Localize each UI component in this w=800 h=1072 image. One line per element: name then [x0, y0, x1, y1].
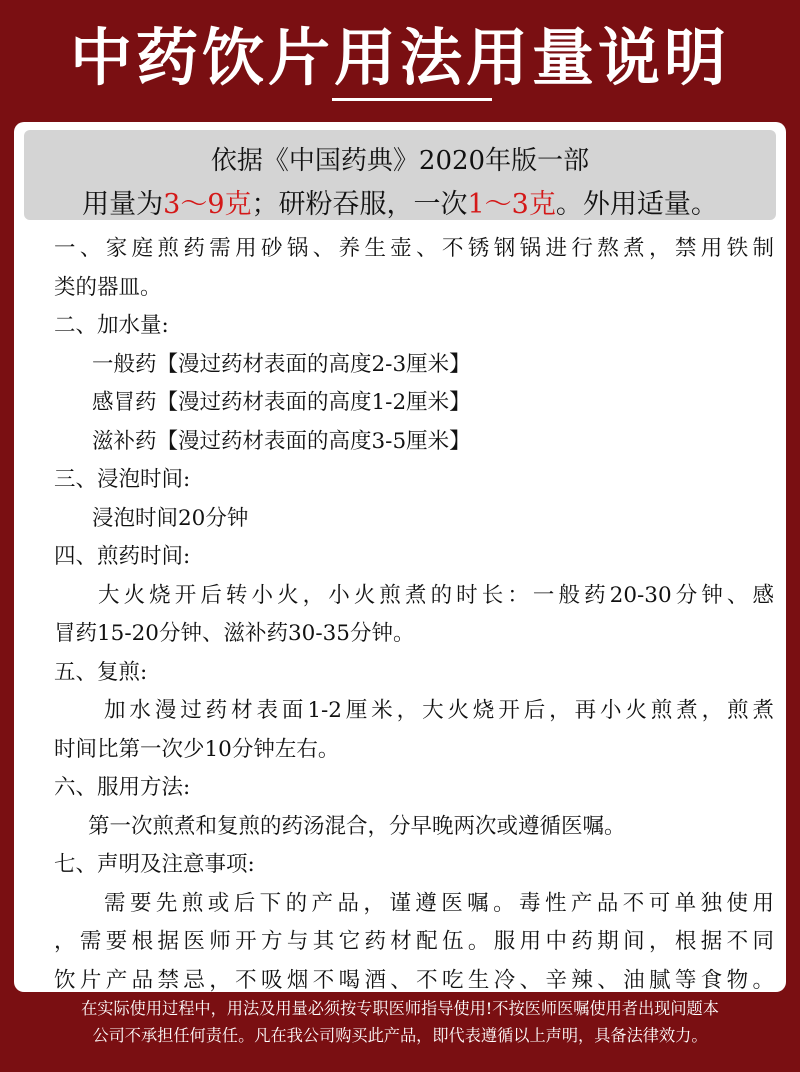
section-7-line-3: 饮片产品禁忌，不吸烟不喝酒、不吃生冷、辛辣、油腻等食物。: [54, 967, 774, 993]
title-underline: [332, 98, 492, 101]
section-5-line-2: 时间比第一次少10分钟左右。: [54, 736, 340, 762]
section-2-heading: 二、加水量:: [54, 313, 169, 338]
section-4-line-1: 大火烧开后转小火，小火煎煮的时长：一般药20-30分钟、感: [98, 582, 774, 608]
soak-time: 浸泡时间20分钟: [92, 505, 249, 531]
dosage-amount: 3～9克: [163, 189, 252, 220]
dosage-amount-powder: 1～3克: [467, 189, 556, 220]
section-1-line-1: 一、家庭煎药需用砂锅、养生壶、不锈钢锅进行熬煮，禁用铁制: [54, 236, 774, 261]
dosage-mid: ；研粉吞服，一次: [251, 189, 468, 220]
instructions-panel: [14, 122, 786, 992]
page-title: 中药饮片用法用量说明: [69, 21, 730, 94]
section-1-line-2: 类的器皿。: [54, 274, 162, 300]
section-7-heading: 七、声明及注意事项:: [54, 852, 255, 877]
section-3-heading: 三、浸泡时间:: [54, 467, 191, 492]
section-4-line-2: 冒药15-20分钟、滋补药30-35分钟。: [54, 621, 415, 646]
dosage-suffix: 。外用适量。: [555, 189, 718, 220]
section-7-line-1: 需要先煎或后下的产品，谨遵医嘱。毒性产品不可单独使用: [104, 890, 774, 916]
legal-disclaimer: [14, 995, 786, 1049]
basis-reference: 依据《中国药典》2020年版一部: [210, 146, 590, 176]
section-6-text: 第一次煎煮和复煎的药汤混合，分早晚两次或遵循医嘱。: [88, 813, 626, 839]
disclaimer-line-2: 公司不承担任何责任。凡在我公司购买此产品，即代表遵循以上声明，具备法律效力。: [92, 1026, 708, 1045]
water-tonic: 滋补药【漫过药材表面的高度3-5厘米】: [92, 428, 471, 454]
water-cold: 感冒药【漫过药材表面的高度1-2厘米】: [92, 390, 471, 415]
section-6-heading: 六、服用方法:: [54, 775, 191, 800]
section-5-line-1: 加水漫过药材表面1-2厘米，大火烧开后，再小火煎煮，煎煮: [104, 698, 774, 723]
disclaimer-line-1: 在实际使用过程中，用法及用量必须按专职医师指导使用!不按医师医嘱使用者出现问题本: [81, 999, 719, 1018]
basis-box: [24, 130, 776, 220]
water-general: 一般药【漫过药材表面的高度2-3厘米】: [92, 351, 471, 377]
section-5-heading: 五、复煎:: [54, 659, 148, 685]
dosage-line: [24, 182, 776, 221]
dosage-prefix: 用量为: [82, 189, 164, 220]
instructions-body: [54, 230, 774, 1000]
section-4-heading: 四、煎药时间:: [54, 544, 191, 569]
section-7-line-2: ，需要根据医师开方与其它药材配伍。服用中药期间，根据不同: [54, 929, 774, 954]
